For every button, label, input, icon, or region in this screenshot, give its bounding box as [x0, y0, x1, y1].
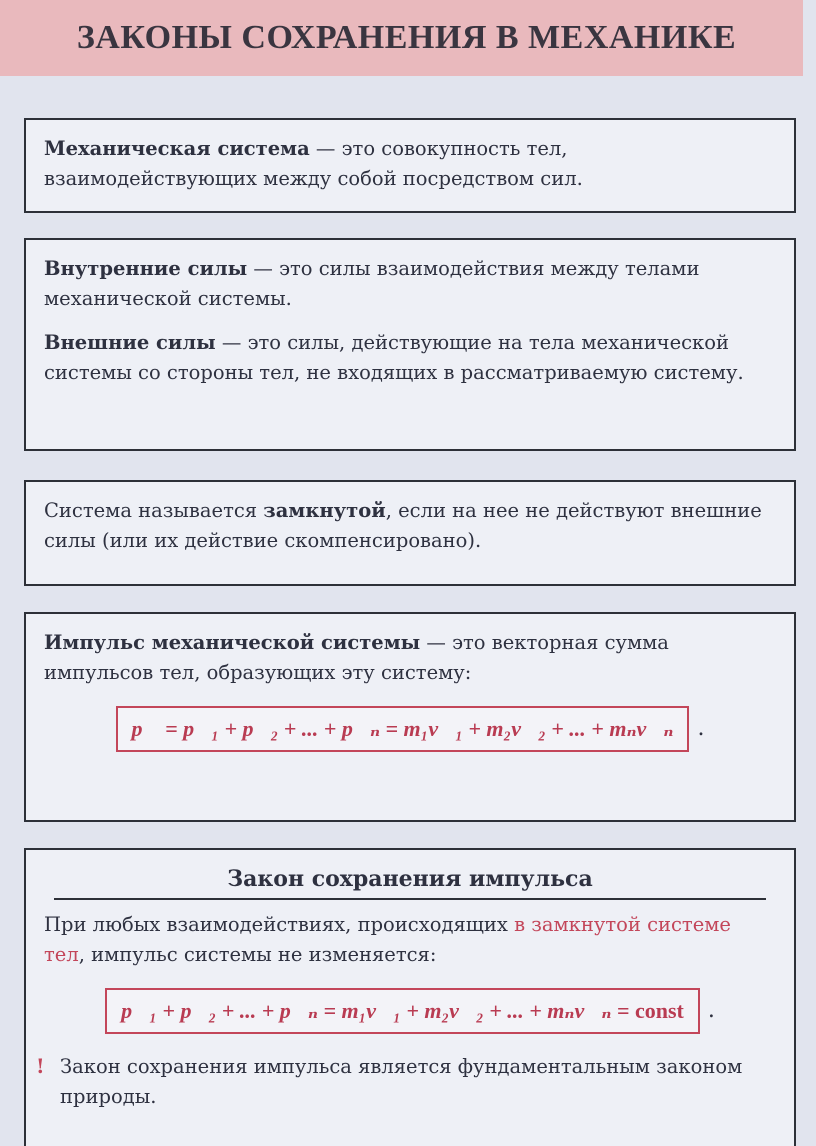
conservation-law-text-before: При любых взаимодействиях, происходящих — [44, 913, 515, 936]
conservation-formula-main: p⃗₁ + p⃗₂ + ... + p⃗ₙ = m₁v⃗₁ + m₂v⃗₂ + ... + mₙv⃗ₙ = — [121, 998, 635, 1023]
fundamental-law-note — [36, 1052, 776, 1112]
conservation-formula — [105, 988, 700, 1034]
conservation-law-box — [24, 848, 796, 1146]
page-title: ЗАКОНЫ СОХРАНЕНИЯ В МЕХАНИКЕ — [76, 19, 737, 56]
forces-box — [24, 238, 796, 451]
fundamental-law-text: Закон сохранения импульса является фундаментальным законом природы. — [60, 1055, 743, 1108]
internal-forces-definition — [44, 254, 776, 314]
closed-system-term: замкнутой — [263, 499, 386, 522]
closed-system-box — [24, 480, 796, 586]
conservation-formula-end: . — [707, 998, 715, 1023]
closed-system-text-before: Система называется — [44, 499, 264, 522]
internal-forces-text: — это силы взаимодействия между телами механической системы. — [44, 257, 700, 310]
system-momentum-box — [24, 612, 796, 822]
system-momentum-definition — [44, 628, 776, 688]
conservation-law-title: Закон сохранения импульса — [54, 864, 766, 900]
mechanical-system-term: Механическая система — [44, 137, 310, 160]
momentum-formula: p⃗ = p⃗₁ + p⃗₂ + ... + p⃗ₙ = m₁v⃗₁ + m₂v⃗₂ + ... + mₙv⃗ₙ — [116, 706, 690, 752]
conservation-formula-row — [44, 988, 776, 1034]
closed-system-definition — [44, 496, 776, 556]
conservation-law-text-after: , импульс системы не изменяется: — [78, 943, 437, 966]
momentum-formula-row — [44, 706, 776, 752]
internal-forces-term: Внутренние силы — [44, 257, 248, 280]
mechanical-system-definition — [44, 134, 776, 194]
external-forces-definition — [44, 328, 776, 388]
mechanical-system-text: — это совокупность тел, взаимодействующих между собой посредством сил. — [44, 137, 583, 190]
closed-system-text-after: , если на нее не действуют внешние силы (или их действие скомпенсировано). — [44, 499, 762, 552]
conservation-law-statement — [44, 910, 776, 970]
momentum-formula-end: . — [697, 716, 705, 741]
exclamation-icon: ! — [36, 1055, 45, 1078]
system-momentum-text: — это векторная сумма импульсов тел, образующих эту систему: — [44, 631, 669, 684]
system-momentum-term: Импульс механической системы — [44, 631, 421, 654]
conservation-law-highlight: в замкнутой системе тел — [44, 913, 731, 966]
external-forces-text: — это силы, действующие на тела механической системы со стороны тел, не входящих в рассматриваемую систему. — [44, 331, 744, 384]
conservation-formula-const: const — [634, 998, 684, 1023]
mechanical-system-box — [24, 118, 796, 213]
page-header — [0, 0, 803, 76]
external-forces-term: Внешние силы — [44, 331, 216, 354]
